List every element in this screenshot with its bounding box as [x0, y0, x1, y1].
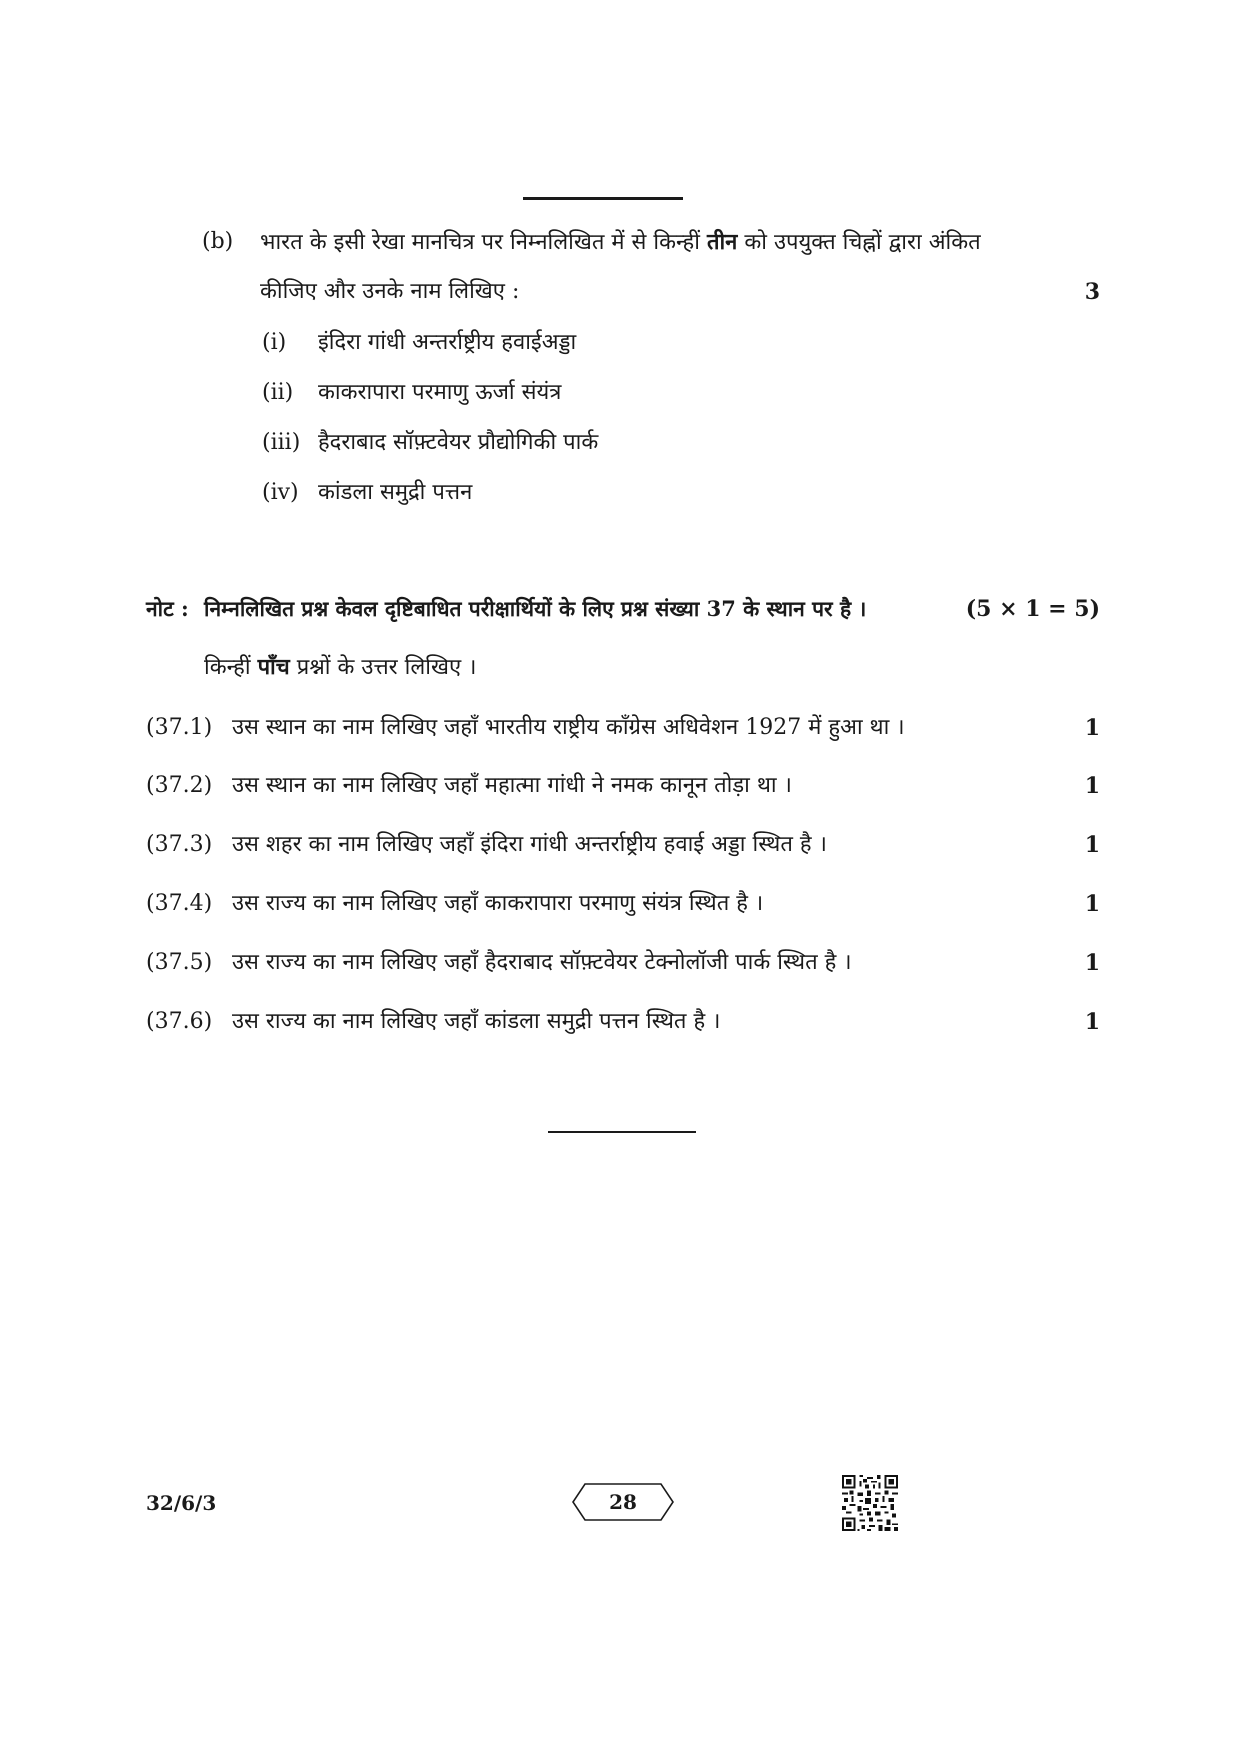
question-number: (37.4): [146, 891, 213, 916]
part-b-item-text: हैदराबाद सॉफ़्टवेयर प्रौद्योगिकी पार्क: [318, 430, 599, 455]
part-b-item-num: (iv): [262, 480, 299, 505]
question-text: उस स्थान का नाम लिखिए जहाँ भारतीय राष्ट्रीय काँग्रेस अधिवेशन 1927 में हुआ था ।: [232, 715, 905, 740]
part-b-emphasis: तीन: [706, 229, 738, 255]
question-text: उस स्थान का नाम लिखिए जहाँ महात्मा गांधी ने नमक कानून तोड़ा था ।: [232, 773, 792, 798]
note-label: नोट :: [146, 596, 189, 621]
instruction: [204, 652, 476, 683]
question-text: उस शहर का नाम लिखिए जहाँ इंदिरा गांधी अन्तर्राष्ट्रीय हवाई अड्डा स्थित है ।: [232, 832, 827, 857]
page-number: 28: [609, 1490, 637, 1514]
part-b-item-num: (i): [262, 330, 287, 355]
question-marks: 1: [1084, 950, 1100, 976]
question-text: उस राज्य का नाम लिखिए जहाँ काकरापारा परमाणु संयंत्र स्थित है ।: [232, 891, 764, 916]
question-number: (37.3): [146, 832, 213, 857]
question-number: (37.5): [146, 950, 213, 975]
qr-code-icon: [842, 1475, 898, 1531]
paper-code: 32/6/3: [146, 1491, 217, 1515]
question-marks: 1: [1084, 832, 1100, 858]
part-b-line-2: कीजिए और उनके नाम लिखिए :: [260, 279, 520, 304]
part-b-item-text: कांडला समुद्री पत्तन: [318, 480, 473, 505]
note-marks: (5 × 1 = 5): [965, 596, 1100, 622]
question-number: (37.2): [146, 773, 213, 798]
question-marks: 1: [1084, 773, 1100, 799]
question-text: उस राज्य का नाम लिखिए जहाँ कांडला समुद्री पत्तन स्थित है ।: [232, 1009, 721, 1034]
instruction-emphasis: पाँच: [257, 654, 290, 680]
question-marks: 1: [1084, 891, 1100, 917]
page-number-badge: [571, 1482, 675, 1522]
part-b-item-num: (iii): [262, 430, 301, 455]
part-b-marks: 3: [1084, 279, 1100, 305]
question-number: (37.1): [146, 715, 213, 740]
part-b-item-text: इंदिरा गांधी अन्तर्राष्ट्रीय हवाईअड्डा: [318, 330, 577, 355]
top-divider: [523, 197, 683, 200]
bottom-divider: [548, 1131, 696, 1133]
part-b-label: (b): [202, 229, 234, 254]
question-marks: 1: [1084, 1009, 1100, 1035]
question-number: (37.6): [146, 1009, 213, 1034]
note-text: निम्नलिखित प्रश्न केवल दृष्टिबाधित परीक्षार्थियों के लिए प्रश्न संख्या 37 के स्थान पर है ।: [204, 596, 867, 621]
part-b-line-1-start: भारत के इसी रेखा मानचित्र पर निम्नलिखित में से किन्हीं: [260, 230, 700, 255]
part-b-line-1-end: को उपयुक्त चिह्नों द्वारा अंकित: [744, 230, 981, 255]
instruction-end: प्रश्नों के उत्तर लिखिए ।: [296, 655, 477, 680]
question-text: उस राज्य का नाम लिखिए जहाँ हैदराबाद सॉफ़्टवेयर टेक्नोलॉजी पार्क स्थित है ।: [232, 950, 852, 975]
part-b-line-1: [260, 227, 981, 258]
part-b-item-text: काकरापारा परमाणु ऊर्जा संयंत्र: [318, 380, 562, 405]
part-b-item-num: (ii): [262, 380, 294, 405]
question-marks: 1: [1084, 715, 1100, 741]
instruction-start: किन्हीं: [204, 655, 251, 680]
